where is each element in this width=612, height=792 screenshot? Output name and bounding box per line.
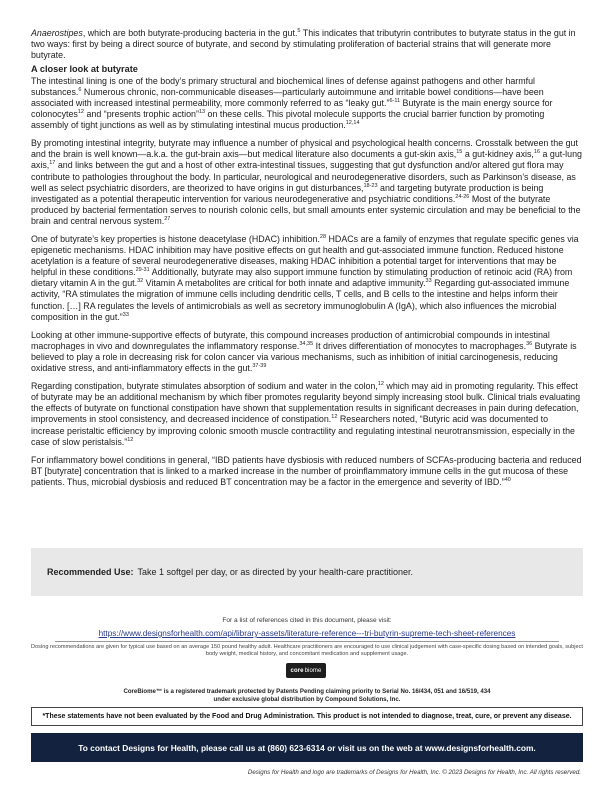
logo-text-core: core	[290, 667, 304, 674]
paragraph-intro-continued	[31, 28, 583, 61]
citation: 12	[377, 381, 384, 388]
citation: 13	[198, 109, 206, 116]
logo-text-biome: biome	[304, 667, 322, 674]
citation: 17	[49, 160, 56, 167]
citation: 6-11	[389, 98, 401, 104]
references-intro: For a list of references cited in this document, please visit:	[222, 617, 392, 624]
text: This indicates that tributyrin contributes to butyrate status in the gut in two ways: first by being a direct source of butyrate, and second by stimulating proliferation of bacterial strains that will generate more butyrate.	[31, 28, 576, 61]
trademark-notice	[31, 688, 583, 704]
text: , which are both butyrate-producing bacteria in the gut.	[82, 28, 298, 38]
text: Numerous chronic, non-communicable diseases—particularly autoimmune and irritable bowel conditions—have been associated with increased intestinal permeability, more commonly referred to as “leaky gut.”	[31, 86, 544, 108]
recommended-use-text: Take 1 softgel per day, or as directed by your health-care practitioner.	[137, 567, 414, 577]
text: Most of the butyrate produced by bacterial fermentation serves to nourish colonic cells, but small amounts enter systemic circulation and may be beneficial to the brain and central nervous system.	[31, 193, 581, 226]
text: Butyrate is believed to play a role in decreasing risk for colon cancer via various mechanisms, such as inhibition of initial carcinogenesis, reducing oxidative stress, and anti-inflammatory effects in the gut.	[31, 340, 577, 374]
corebiome-logo	[286, 663, 326, 678]
citation: 5	[297, 28, 301, 35]
citation: 28	[319, 234, 327, 241]
citation: 12,14	[345, 120, 360, 127]
text: Researchers noted, “Butyric acid was documented to increase peristaltic efficiency by improving colonic smooth muscle contractility and regulating intestinal neurotransmission, especially in the case of slow peristalsis.”	[31, 414, 575, 447]
text: Regarding gut-associated immune activity, “RA stimulates the migration of immune cells including dendritic cells, T cells, and B cells to the intestine and helps inform their function. […] RA regulates the levels of antimicrobials as well as secretory immunoglobulin A (IgA), which also influences the microbial composition in the gut.”	[31, 278, 570, 322]
text: Regarding constipation, butyrate stimulates absorption of sodium and water in the colon,	[31, 381, 378, 392]
text: and “presents trophic action”	[84, 109, 199, 120]
citation: 16	[533, 149, 541, 156]
corebiome-logo-mark	[286, 663, 326, 678]
article-body	[31, 28, 583, 495]
paragraph-ibd	[31, 455, 583, 488]
text: and links between the gut and a host of other extra-intestinal tissues, suggesting that gut dysfunction and/or altered gut flora may contribute to pathologies throughout the body. In particular, neurological and neurodegenerative disorders, such as Parkinson’s disease, as well as select psychiatric disorders, are theorized to have origins in gut disturbances,	[31, 160, 576, 193]
text: Vitamin A metabolites are critical for both innate and adaptive immunity.	[143, 278, 426, 289]
citation: 33	[122, 311, 129, 318]
paragraph-intestinal-lining	[31, 76, 583, 131]
text: which may aid in promoting regularity. This effect of butyrate may be an additional mechanism by which fiber promotes regularity beyond simply increasing stool bulk. Clinical trials evaluating the effects of butyrate on functional constipation have shown that supplementation results in significant decreases in pain during defecation, improvements in stool consistency, and decreased incidence of constipation.	[31, 381, 581, 425]
contact-banner: To contact Designs for Health, please call us at (860) 623-6314 or visit us on the web at www.designsforhealth.com.	[31, 733, 583, 762]
fda-disclaimer: *These statements have not been evaluated by the Food and Drug Administration. This product is not intended to diagnose, treat, cure, or prevent any disease.	[31, 707, 583, 726]
citation: 6	[78, 86, 82, 93]
citation: 34,35	[299, 340, 314, 347]
trademark-line-2: under exclusive global distribution by Compound Solutions, Inc.	[213, 696, 401, 703]
citation: 15	[456, 149, 463, 156]
divider	[55, 641, 559, 642]
species-name: Anaerostipes	[31, 28, 83, 38]
text: a gut-kidney axis,	[462, 149, 534, 160]
text: The intestinal lining is one of the body’s primary structural and biochemical lines of defense against pathogens and other harmful substances.	[31, 75, 536, 97]
citation: 33	[425, 278, 432, 285]
text: HDACs are a family of enzymes that regulate specific genes via epigenetic mechanisms. HDAC inhibition may have positive effects on gut health and gut-associated immune function. Reduced histone acetylation is a feature of several neurodegenerative diseases, making HDAC inhibition a potential target for interventions that may be helpful in these conditions.	[31, 234, 579, 278]
text: Looking at other immune-supportive effects of butyrate, this compound increases production of antimicrobial compounds in intestinal macrophages in vivo and downregulates the inflammatory response.	[31, 329, 550, 351]
citation: 40	[504, 476, 511, 483]
citation: 32	[137, 278, 144, 285]
paragraph-gut-brain-axis	[31, 138, 583, 227]
paragraph-hdac-inhibition	[31, 234, 583, 323]
recommended-use-box	[31, 548, 583, 596]
citation: 12	[331, 414, 338, 421]
text: By promoting intestinal integrity, butyrate may influence a number of physical and psychological health concerns. Crosstalk between the gut and the brain is well known—a.k.a. the gut-brain axis—but medical literature also documents a gut-skin axis,	[31, 138, 578, 160]
text: Additionally, butyrate may also support immune function by stimulating production of retinoic acid (RA) from dietary vitamin A in the gut.	[31, 267, 573, 289]
trademark-line-1: CoreBiome™ is a registered trademark protected by Patents Pending claiming priority to Serial No. 16/434, 051 and 16/519, 434	[123, 688, 491, 695]
copyright-footer: Designs for Health and logo are trademarks of Designs for Health, Inc. © 2023 Designs for Health, Inc. All rights reserved.	[247, 769, 581, 776]
text: For inflammatory bowel conditions in general, “IBD patients have dysbiosis with reduced numbers of SCFAs-producing bacteria and reduced BT [butyrate] concentration that is linked to a marked increase in the number of proinflammatory immune cells in the gut mucosa of these patients. Thus, microbial dysbiosis and reduced BT concentration may be a factor in the emergence and severity of IBD.”	[31, 454, 582, 487]
citation: 24-26	[455, 193, 470, 200]
citation: 18-23	[363, 182, 378, 189]
paragraph-immune-effects	[31, 330, 583, 374]
recommended-use-label: Recommended Use:	[47, 567, 134, 577]
citation: 27	[164, 215, 171, 222]
citation: 12	[77, 109, 84, 116]
paragraph-constipation	[31, 381, 583, 448]
citation: 36	[526, 340, 533, 347]
dosing-note: Dosing recommendations are given for typical use based on an average 150 pound healthy adult. Healthcare practitioners are encouraged to use clinical judgement with case-specific dosing based on intended goals, subject body weight, medical history, and concomitant medication and supplement usage.	[31, 644, 583, 658]
text: and targeting butyrate production is being investigated as a potential therapeutic intervention for various neurodegenerative and psychiatric conditions.	[31, 182, 544, 204]
text: One of butyrate’s key properties is histone deacetylase (HDAC) inhibition.	[31, 234, 320, 244]
text: a gut-lung axis,	[31, 149, 582, 171]
text: Butyrate is the main energy source for colonocytes	[31, 97, 553, 120]
section-heading: A closer look at butyrate	[31, 64, 138, 75]
references-section	[31, 616, 583, 659]
text: on these cells. This pivotal molecule supports the crucial barrier function by promoting assembly of tight junctions as well as by stimulating intestinal mucus production.	[31, 109, 545, 131]
references-link[interactable]: https://www.designsforhealth.com/api/library-assets/literature-reference---tri-butyrin-supreme-tech-sheet-references	[98, 629, 516, 638]
citation: 29-31	[135, 267, 150, 274]
text: It drives differentiation of monocytes to macrophages.	[313, 340, 527, 351]
citation: 12	[127, 436, 134, 443]
citation: 37-39	[252, 363, 267, 370]
